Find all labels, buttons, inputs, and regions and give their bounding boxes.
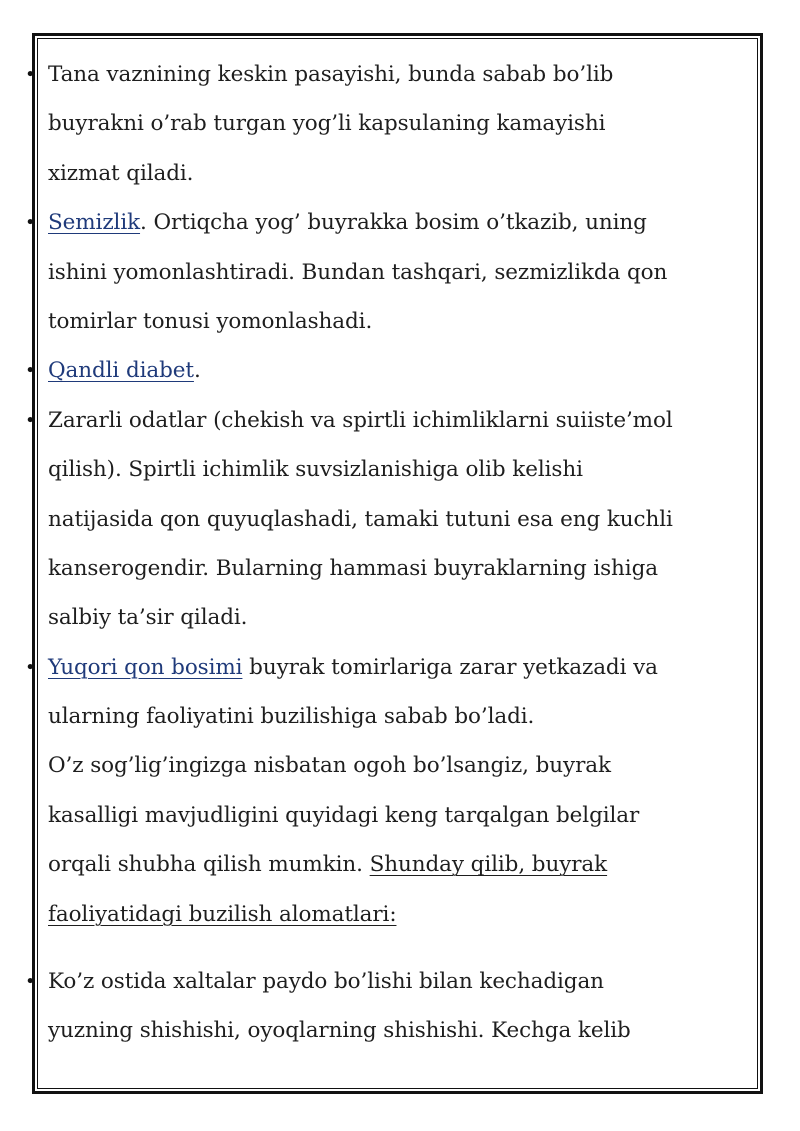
paragraph-text: O’z sog’lig’ingizga nisbatan ogoh bo’lsangiz, buyrak xyxy=(48,753,611,779)
list-item-text: qilish). Spirtli ichimlik suvsizlanishiga olib kelishi xyxy=(48,457,583,483)
bullet-icon: • xyxy=(25,360,36,382)
link-yuqori-qon-bosimi[interactable]: Yuqori qon bosimi xyxy=(48,654,243,680)
bullet-icon: • xyxy=(25,212,36,234)
paragraph-line xyxy=(48,791,753,840)
list-item xyxy=(25,198,753,247)
paragraph-line xyxy=(48,890,753,939)
bullet-icon: • xyxy=(25,64,36,85)
list-item-text: . Ortiqcha yog’ buyrakka bosim o’tkazib, uning xyxy=(140,210,647,236)
list-item-text: Tana vaznining keskin pasayishi, bunda sabab bo’lib xyxy=(48,62,614,87)
paragraph-text: orqali shubha qilish mumkin. xyxy=(48,852,370,878)
list-item-text: Ko’z ostida xaltalar paydo bo’lishi bilan kechadigan xyxy=(48,969,604,995)
spacer xyxy=(48,939,753,957)
paragraph-line xyxy=(48,741,753,790)
bullet-icon: • xyxy=(25,656,36,678)
text-line xyxy=(48,593,753,642)
list-item-text: ishini yomonlashtiradi. Bundan tashqari, sezmizlikda qon xyxy=(48,259,668,285)
list-item xyxy=(25,346,753,395)
list-item xyxy=(25,957,753,1006)
text-line xyxy=(48,99,753,148)
text-line xyxy=(48,1006,753,1055)
list-item-text: xizmat qiladi. xyxy=(48,160,194,186)
list-item-text: tomirlar tonusi yomonlashadi. xyxy=(48,308,373,334)
paragraph-text: kasalligi mavjudligini quyidagi keng tarqalgan belgilar xyxy=(48,802,640,828)
text-line xyxy=(48,495,753,544)
link-semizlik[interactable]: Semizlik xyxy=(48,210,141,236)
document-body xyxy=(25,50,753,1056)
list-item-text: kanserogendir. Bularning hammasi buyraklarning ishiga xyxy=(48,555,658,581)
list-item-text: yuzning shishishi, oyoqlarning shishishi. Kechga kelib xyxy=(48,1018,631,1044)
list-item-text: natijasida qon quyuqlashadi, tamaki tutuni esa eng kuchli xyxy=(48,506,673,532)
section-heading-underlined: Shunday qilib, buyrak xyxy=(369,852,608,878)
text-line xyxy=(48,149,753,198)
list-item xyxy=(25,643,753,692)
text-line xyxy=(48,445,753,494)
text-line xyxy=(48,544,753,593)
paragraph-line xyxy=(48,840,753,889)
text-line xyxy=(48,297,753,346)
list-item-text: buyrak tomirlariga zarar yetkazadi va xyxy=(242,654,658,680)
list-item-text: . xyxy=(193,358,201,384)
text-line xyxy=(48,248,753,297)
list-item xyxy=(25,50,753,99)
bullet-icon: • xyxy=(25,409,36,431)
list-item xyxy=(25,396,753,445)
list-item-text: buyrakni o’rab turgan yog’li kapsulaning kamayishi xyxy=(48,111,606,137)
section-heading-underlined: faoliyatidagi buzilish alomatlari: xyxy=(48,901,397,927)
text-line xyxy=(48,692,753,741)
list-item-text: salbiy ta’sir qiladi. xyxy=(48,605,248,631)
list-item-text: ularning faoliyatini buzilishiga sabab bo’ladi. xyxy=(48,704,535,730)
bullet-icon: • xyxy=(25,971,36,993)
link-qandli-diabet[interactable]: Qandli diabet xyxy=(48,358,194,384)
list-item-text: Zararli odatlar (chekish va spirtli ichimliklarni suiiste’mol xyxy=(48,407,673,433)
